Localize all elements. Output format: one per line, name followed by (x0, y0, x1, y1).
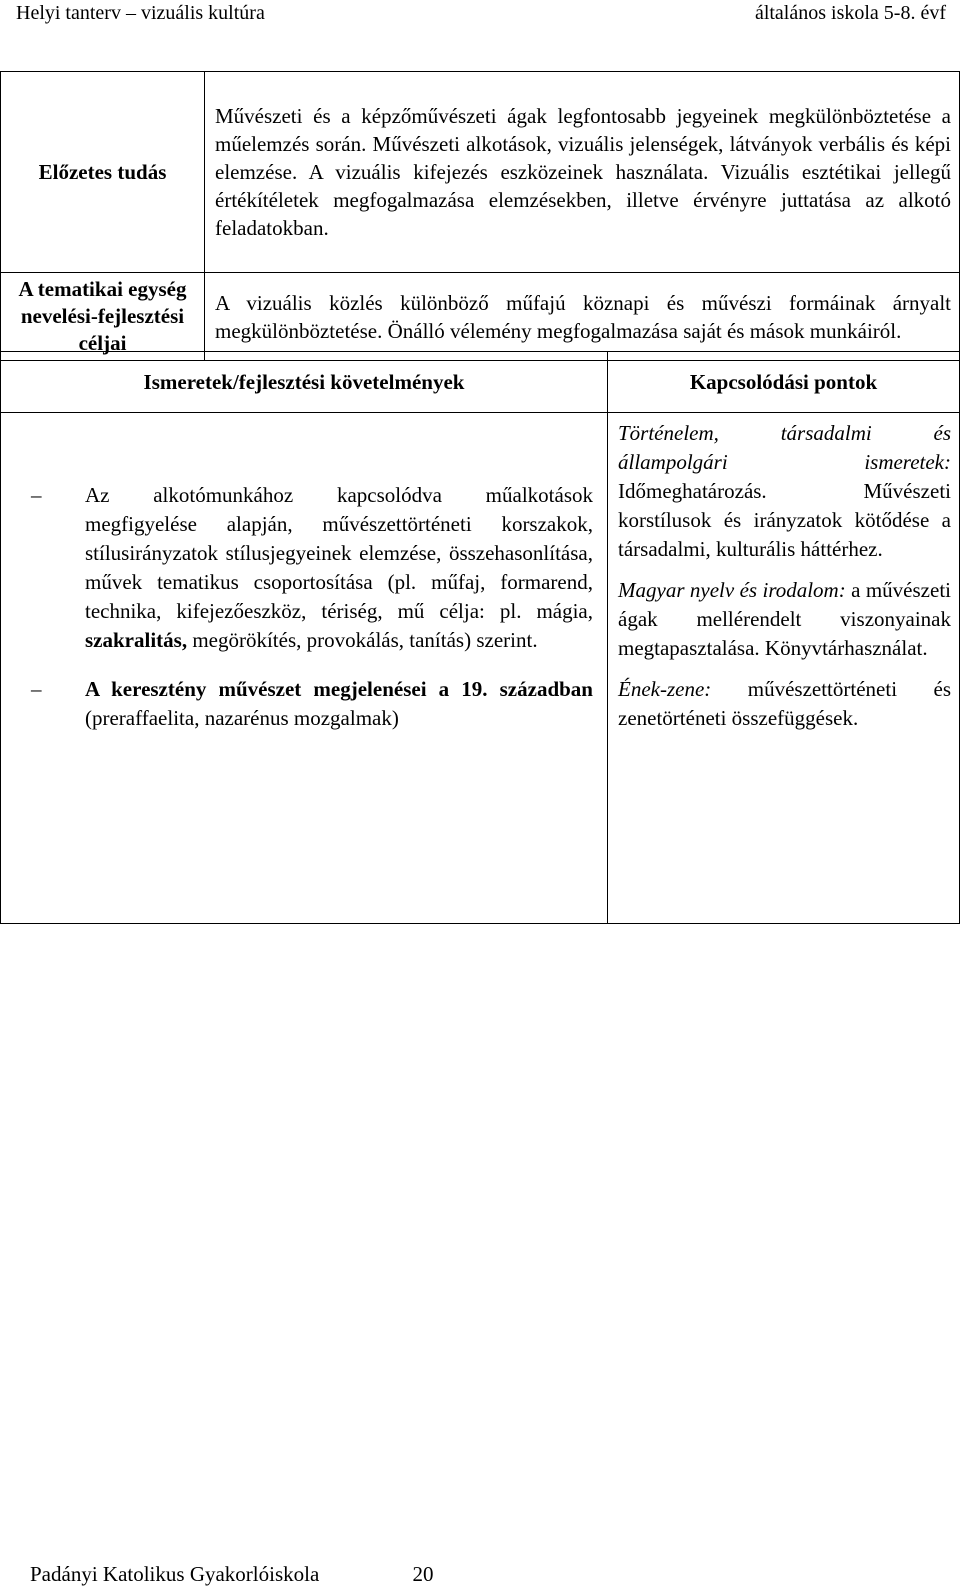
prior-knowledge-row (1, 72, 960, 273)
development-goals-row (1, 273, 960, 361)
header-school-level: általános iskola 5-8. évf (754, 2, 946, 24)
requirements-body-row (1, 413, 960, 924)
page-number: 20 (412, 1562, 434, 1586)
connection-subject: Ének-zene: (618, 677, 712, 701)
requirement-bold-title: A keresztény művészet megjelenései a 19. században (85, 677, 593, 701)
requirement-text-part1: Az alkotómunkához kapcsolódva műalkotások megfigyelése alapján, művészettörténeti korszakok, stílusirányzatok stílusjegyeinek elemzése, összehasonlítása, művek tematikus csoportosítása (pl. műfaj, formarend, technika, kifejezőeszköz, tériség, mű célja: pl. mágia, (85, 483, 593, 623)
requirement-item (31, 481, 593, 655)
prior-knowledge-text: Művészeti és a képzőművészeti ágak legfontosabb jegyeinek megkülönböztetése a műelemzés során. Művészeti alkotások, vizuális jelenségek, látványok verbális és képi elemzése. A vizuális kifejezés eszközeinek használata. Vizuális esztétikai jellegű értékítéletek megfogalmazása elemzésekben, illetve érvényre juttatása az alkotó feladatokban. (205, 72, 960, 273)
requirements-table (0, 351, 960, 924)
requirements-cell (1, 413, 608, 924)
connection-text: a művészeti ágak mellérendelt viszonyainak megtapasztalása. Könyvtárhasználat. (618, 578, 951, 660)
requirement-bold-term: szakralitás, (85, 628, 188, 652)
page-header (16, 2, 946, 30)
requirement-item (31, 675, 593, 733)
connection-subject: Magyar nyelv és irodalom: (618, 578, 846, 602)
curriculum-summary-table (0, 71, 960, 361)
connection-music (618, 675, 951, 733)
development-goals-label: A tematikai egység nevelési-fejlesztési céljai (1, 273, 205, 361)
connection-text: Időmeghatározás. Művészeti korstílusok és irányzatok kötődése a társadalmi, kulturális háttérhez. (618, 479, 951, 561)
footer-school-name: Padányi Katolikus Gyakorlóiskola (30, 1562, 320, 1586)
requirement-text-part2: megörökítés, provokálás, tanítás) szerint. (187, 628, 538, 652)
dash-bullet: – (31, 483, 42, 507)
development-goals-text: A vizuális közlés különböző műfajú köznapi és művészi formáinak árnyalt megkülönböztetése. Önálló vélemény megfogalmazása saját és mások munkáiról. (205, 273, 960, 361)
connection-subject: Történelem, társadalmi és állampolgári ismeretek: (618, 421, 951, 474)
page-footer (30, 1562, 434, 1587)
requirements-header-row (1, 352, 960, 413)
connection-text: művészettörténeti és zenetörténeti összefüggések. (618, 677, 951, 730)
connections-column-header: Kapcsolódási pontok (608, 352, 960, 413)
dash-bullet: – (31, 677, 42, 701)
prior-knowledge-label: Előzetes tudás (1, 72, 205, 273)
header-subject-title: Helyi tanterv – vizuális kultúra (16, 2, 265, 24)
connections-cell (608, 413, 960, 924)
requirement-text-rest: (preraffaelita, nazarénus mozgalmak) (85, 706, 399, 730)
connection-literature (618, 576, 951, 663)
requirements-column-header: Ismeretek/fejlesztési követelmények (1, 352, 608, 413)
connection-history (618, 419, 951, 564)
